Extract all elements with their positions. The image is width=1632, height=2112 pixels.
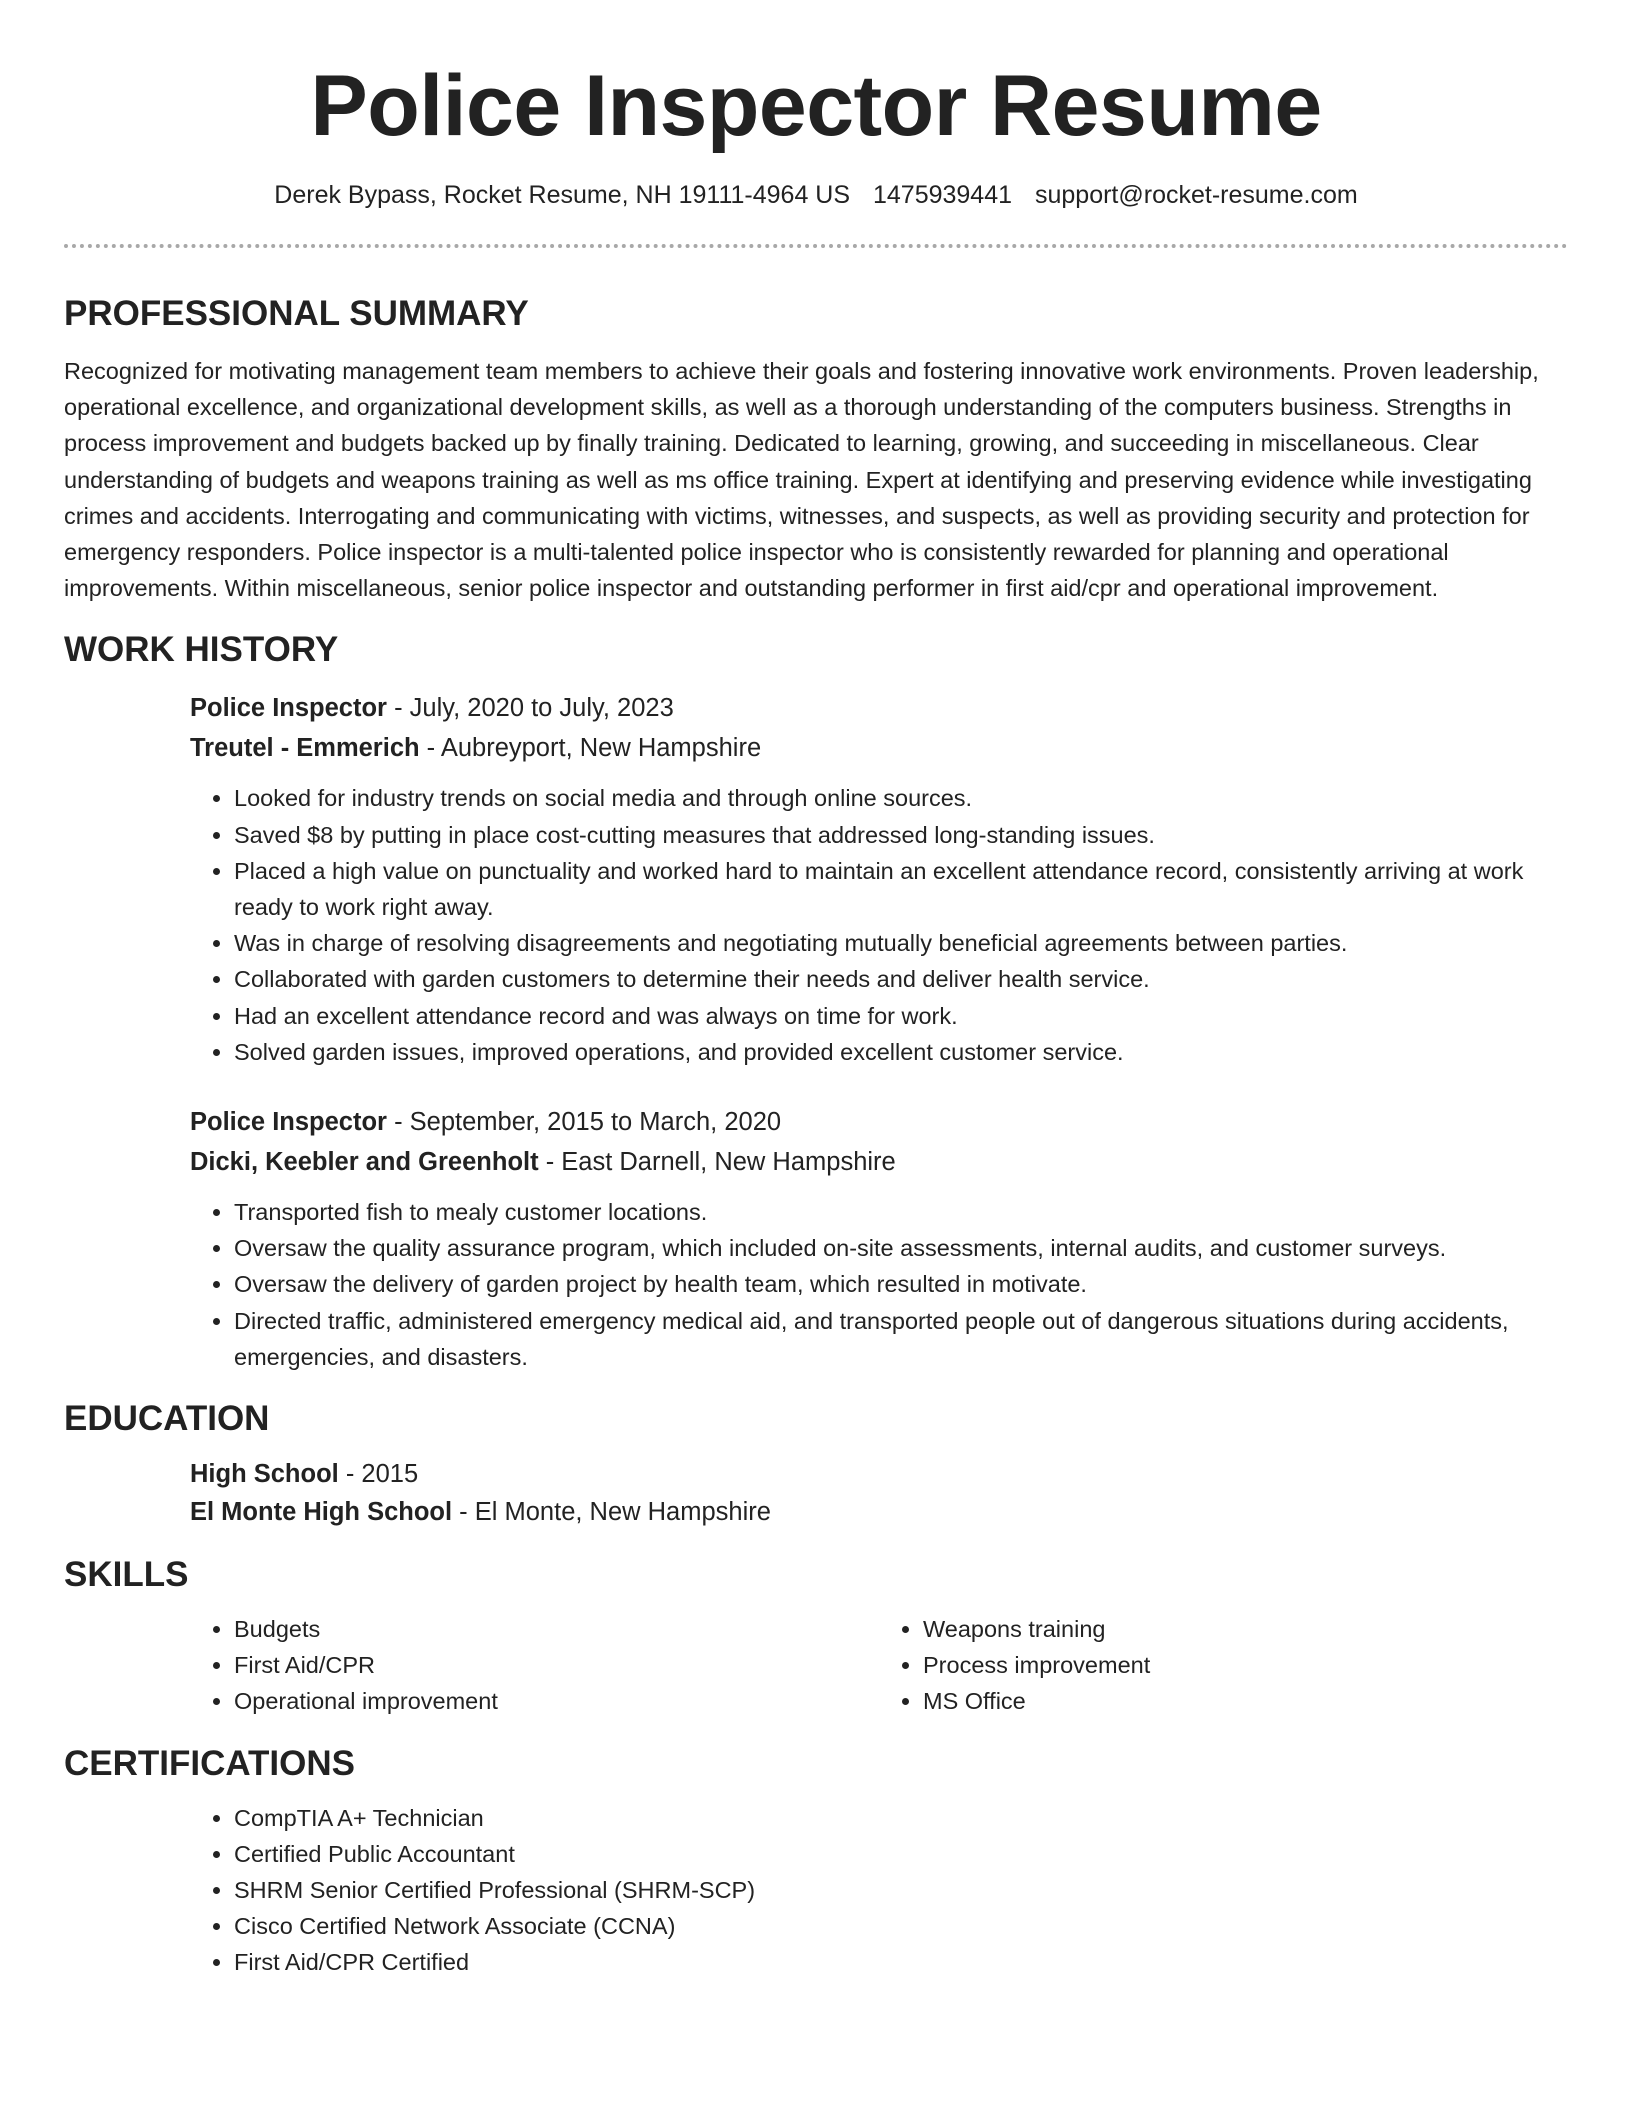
- job-entry: [190, 688, 1568, 1070]
- skills-heading: SKILLS: [64, 1555, 189, 1595]
- job-company: Treutel - Emmerich: [190, 734, 420, 763]
- list-item: • CompTIA A+ Technician: [234, 1800, 1568, 1836]
- summary-heading: PROFESSIONAL SUMMARY: [64, 294, 529, 333]
- certifications-section: [190, 1800, 1568, 1981]
- job-company: Dicki, Keebler and Greenholt: [190, 1148, 539, 1177]
- list-item: • Collaborated with garden customers to determine their needs and deliver health service.: [234, 961, 1568, 997]
- list-item: • Saved $8 by putting in place cost-cutting measures that addressed long-standing issues.: [234, 817, 1568, 853]
- job-title: Police Inspector: [190, 694, 387, 723]
- list-item: • Directed traffic, administered emergency medical aid, and transported people out of dangerous situations during accidents, emergencies, and disasters.: [234, 1303, 1568, 1375]
- job-company-line: [190, 728, 1568, 768]
- job-dates: - July, 2020 to July, 2023: [386, 694, 674, 723]
- contact-email: support@rocket-resume.com: [1034, 181, 1358, 209]
- job-dates: - September, 2015 to March, 2020: [386, 1108, 782, 1137]
- resume-title: Police Inspector Resume: [310, 58, 1322, 154]
- list-item: • Was in charge of resolving disagreements and negotiating mutually beneficial agreements between parties.: [234, 925, 1568, 961]
- list-item: • Oversaw the quality assurance program, which included on-site assessments, internal audits, and customer surveys.: [234, 1230, 1568, 1266]
- list-item: • Process improvement: [923, 1647, 1568, 1683]
- list-item: • Oversaw the delivery of garden project by health team, which resulted in motivate.: [234, 1266, 1568, 1302]
- work-history-heading: WORK HISTORY: [64, 630, 339, 670]
- contact-phone: 1475939441: [872, 181, 1013, 209]
- list-item: • Budgets: [234, 1611, 879, 1647]
- job-location: - East Darnell, New Hampshire: [538, 1148, 896, 1177]
- list-item: • First Aid/CPR: [234, 1647, 879, 1683]
- list-item: • Transported fish to mealy customer locations.: [234, 1194, 1568, 1230]
- contact-line: [64, 178, 1568, 212]
- skills-list-right: [879, 1611, 1568, 1720]
- list-item: • SHRM Senior Certified Professional (SHRM-SCP): [234, 1872, 1568, 1908]
- contact-address: Derek Bypass, Rocket Resume, NH 19111-4964 US: [274, 181, 851, 209]
- skills-list-left: [190, 1611, 879, 1720]
- education-school-line: [190, 1493, 1568, 1531]
- list-item: • First Aid/CPR Certified: [234, 1944, 1568, 1980]
- education-location: - El Monte, New Hampshire: [452, 1498, 771, 1527]
- list-item: • Weapons training: [923, 1611, 1568, 1647]
- list-item: • Operational improvement: [234, 1683, 879, 1719]
- job-entry: [190, 1102, 1568, 1375]
- education-heading: EDUCATION: [64, 1399, 270, 1439]
- list-item: • Placed a high value on punctuality and worked hard to maintain an excellent attendance record, consistently arriving at work ready to work right away.: [234, 853, 1568, 925]
- list-item: • Had an excellent attendance record and was always on time for work.: [234, 998, 1568, 1034]
- summary-text: Recognized for motivating management team members to achieve their goals and fostering innovative work environments. Proven leadership, operational excellence, and organizational development skills, as well as a thorough understanding of the computers business. Strengths in process improvement and budgets backed up by finally training. Dedicated to learning, growing, and succeeding in miscellaneous. Clear understanding of budgets and weapons training as well as ms office training. Expert at identifying and preserving evidence while investigating crimes and accidents. Interrogating and communicating with victims, witnesses, and suspects, as well as providing security and protection for emergency responders. Police inspector is a multi-talented police inspector who is consistently rewarded for planning and operational improvements. Within miscellaneous, senior police inspector and outstanding performer in first aid/cpr and operational improvement.: [64, 358, 1539, 602]
- education-year: - 2015: [338, 1460, 419, 1489]
- education-degree-line: [190, 1455, 1568, 1493]
- list-item: • Certified Public Accountant: [234, 1836, 1568, 1872]
- job-company-line: [190, 1142, 1568, 1182]
- job-title-line: [190, 1102, 1568, 1142]
- certifications-list: [190, 1800, 1568, 1981]
- job-location: - Aubreyport, New Hampshire: [419, 734, 762, 763]
- skills-grid: [190, 1611, 1568, 1720]
- resume-page: [64, 0, 1568, 1981]
- job-title: Police Inspector: [190, 1108, 387, 1137]
- header-divider: [64, 244, 1568, 248]
- job-duties-list: [190, 1194, 1568, 1375]
- education-degree: High School: [190, 1460, 339, 1489]
- job-title-line: [190, 688, 1568, 728]
- list-item: • MS Office: [923, 1683, 1568, 1719]
- list-item: • Solved garden issues, improved operations, and provided excellent customer service.: [234, 1034, 1568, 1070]
- education-school: El Monte High School: [190, 1498, 453, 1527]
- education-entry: [190, 1455, 1568, 1531]
- job-duties-list: [190, 780, 1568, 1070]
- list-item: • Cisco Certified Network Associate (CCNA): [234, 1908, 1568, 1944]
- list-item: • Looked for industry trends on social media and through online sources.: [234, 780, 1568, 816]
- certifications-heading: CERTIFICATIONS: [64, 1743, 356, 1783]
